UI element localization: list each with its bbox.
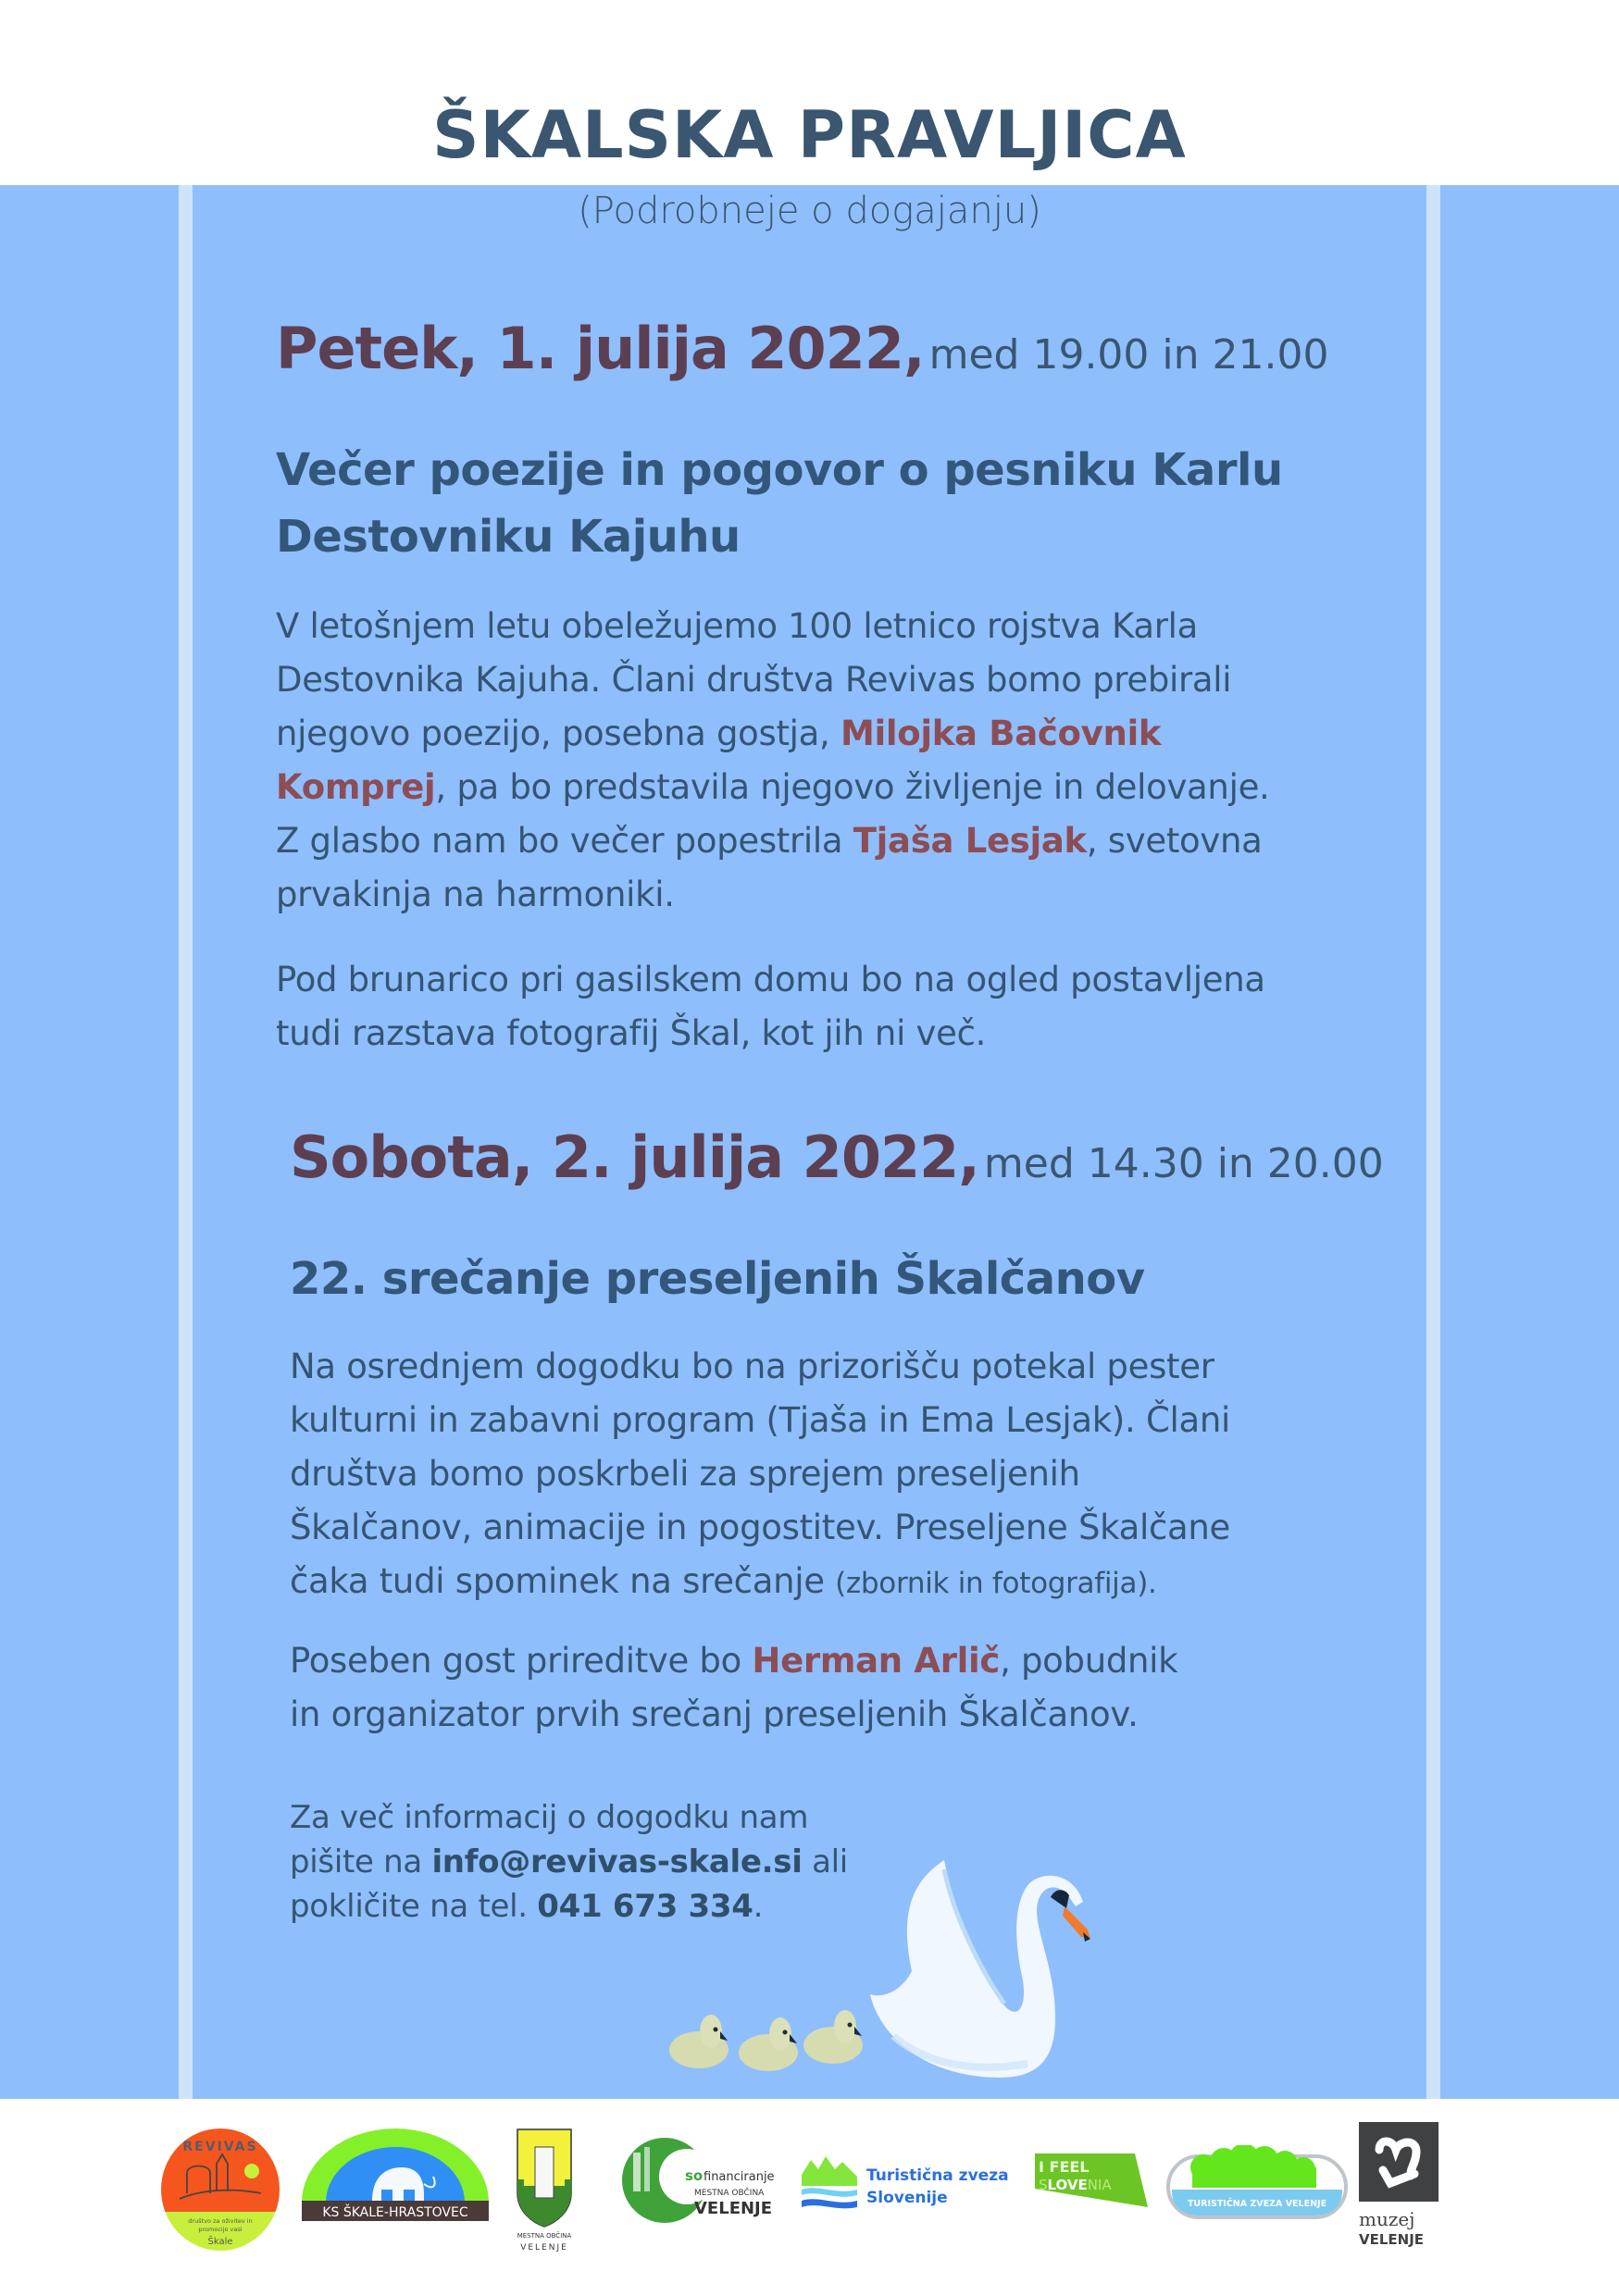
text-line: [276, 707, 1424, 761]
text-line: Za več informacij o dogodku nam: [290, 1799, 809, 1836]
text-span: njegovo poezijo, posebna gostja,: [276, 714, 841, 753]
text-line: Škalčanov, animacije in pogostitev. Preseljene Škalčane: [290, 1508, 1231, 1547]
text-line: [290, 1555, 1230, 1610]
revivas-line1: društvo za oživitev in: [188, 2217, 253, 2225]
day1-paragraph-1: [276, 600, 1424, 922]
cygnet-icon: [669, 2015, 729, 2068]
day1-heading-line1: Večer poezije in pogovor o pesniku Karlu: [276, 444, 1283, 496]
revivas-place: Škale: [207, 2237, 233, 2247]
ifeel-s: S: [1039, 2177, 1048, 2193]
tzs-line1: Turistična zveza: [866, 2166, 1009, 2185]
tzv-logo: [1166, 2145, 1348, 2219]
day2-paragraph-1: [290, 1340, 1230, 1610]
ifeel-love: LOVE: [1047, 2177, 1088, 2193]
cygnet-icon: [739, 2017, 798, 2071]
text-line: Pod brunarico pri gasilskem domu bo na ogled postavljena: [276, 960, 1265, 999]
text-span: , pa bo predstavila njegovo življenje in delovanje.: [435, 767, 1270, 807]
mov-line1: MESTNA OBČINA: [517, 2232, 572, 2240]
revivas-line2: promocijo vasi: [198, 2226, 243, 2233]
tzs-logo: [800, 2149, 1013, 2214]
text-span: .: [753, 1888, 764, 1925]
mov-line2: VELENJE: [520, 2243, 568, 2253]
revivas-name: REVIVAS: [182, 2140, 258, 2154]
text-span: , svetovna: [1086, 821, 1263, 861]
tzs-line2: Slovenije: [866, 2189, 948, 2207]
swan-icon: [870, 1860, 1090, 2078]
text-line: V letošnjem letu obeležujemo 100 letnico rojstva Karla: [276, 606, 1198, 646]
text-span: čaka tudi spominek na srečanje: [290, 1561, 836, 1601]
ks-skale-hrastovec-logo: [300, 2128, 491, 2221]
day1-paragraph-2: [276, 953, 1265, 1061]
day1-time: med 19.00 in 21.00: [928, 331, 1329, 379]
text-line: [276, 814, 1424, 868]
day2-date-line: [290, 1123, 1384, 1191]
sofin-line2: MESTNA OBČINA: [694, 2189, 765, 2198]
text-span: Poseben gost prireditve bo: [290, 1641, 753, 1681]
left-stripe: [179, 185, 193, 2099]
phone-number: 041 673 334: [537, 1888, 753, 1925]
muzej-line1: muzej: [1359, 2208, 1415, 2230]
cygnet-icon: [803, 2010, 863, 2064]
text-line: tudi razstava fotografij Škal, kot jih ni več.: [276, 1013, 987, 1053]
day1-heading: [276, 437, 1414, 570]
ifeel-nia: NIA: [1087, 2177, 1112, 2193]
day1-date: Petek, 1. julija 2022,: [276, 315, 925, 382]
text-line: Na osrednjem dogodku bo na prizorišču potekal pester: [290, 1347, 1214, 1386]
ks-name: KS ŠKALE-HRASTOVEC: [322, 2205, 468, 2220]
guest-name: Milojka Bačovnik: [840, 714, 1162, 753]
page-subtitle: (Podrobneje o dogajanju): [578, 190, 1041, 232]
day1-heading-line2: Destovniku Kajuhu: [276, 511, 741, 563]
text-line: [276, 761, 1424, 814]
musician-name: Tjaša Lesjak: [853, 821, 1087, 861]
text-line: in organizator prvih srečanj preseljenih Škalčanov.: [290, 1694, 1139, 1734]
i-feel-slovenia-logo: [1035, 2152, 1153, 2209]
email-link[interactable]: info@revivas-skale.si: [431, 1843, 803, 1880]
text-span: ali: [802, 1843, 848, 1880]
text-span: (zbornik in fotografija).: [835, 1567, 1157, 1600]
day2-paragraph-2: [290, 1634, 1177, 1742]
day2-heading: 22. srečanje preseljenih Škalčanov: [290, 1253, 1145, 1305]
day2-time: med 14.30 in 20.00: [983, 1140, 1384, 1187]
sofin-so: so: [685, 2167, 704, 2184]
text-span: Z glasbo nam bo večer popestrila: [276, 821, 853, 861]
sofin-line3: VELENJE: [694, 2199, 773, 2218]
mov-coat-of-arms: [517, 2128, 574, 2253]
text-line: Destovnika Kajuha. Člani društva Revivas bomo prebirali: [276, 660, 1232, 700]
swan-illustration: [648, 1851, 1426, 2096]
page-title: ŠKALSKA PRAVLJICA: [432, 97, 1187, 173]
text-line: [290, 1634, 1177, 1688]
text-span: pokličite na tel.: [290, 1888, 538, 1925]
text-span: pišite na: [290, 1843, 432, 1880]
revivas-logo: [159, 2127, 281, 2253]
guest-name: Herman Arlič: [752, 1641, 1001, 1681]
muzej-line2: VELENJE: [1359, 2231, 1425, 2248]
muzej-velenje-logo: [1359, 2122, 1442, 2248]
text-line: društva bomo poskrbeli za sprejem preseljenih: [290, 1454, 1080, 1494]
day2-date: Sobota, 2. julija 2022,: [290, 1123, 979, 1191]
right-stripe: [1426, 185, 1440, 2099]
ifeel-line2: [1039, 2177, 1112, 2193]
guest-surname: Komprej: [276, 767, 436, 807]
day1-date-line: [276, 315, 1328, 382]
text-span: , pobudnik: [1000, 1641, 1178, 1681]
text-line: prvakinja na harmoniki.: [276, 875, 675, 914]
text-line: kulturni in zabavni program (Tjaša in Ema Lesjak). Člani: [290, 1400, 1230, 1440]
sofinanciranje-logo: [620, 2134, 787, 2227]
tzv-name: TURISTIČNA ZVEZA VELENJE: [1187, 2199, 1327, 2209]
ifeel-line1: I FEEL: [1039, 2158, 1090, 2176]
sofin-fin: financiranje: [704, 2170, 775, 2184]
